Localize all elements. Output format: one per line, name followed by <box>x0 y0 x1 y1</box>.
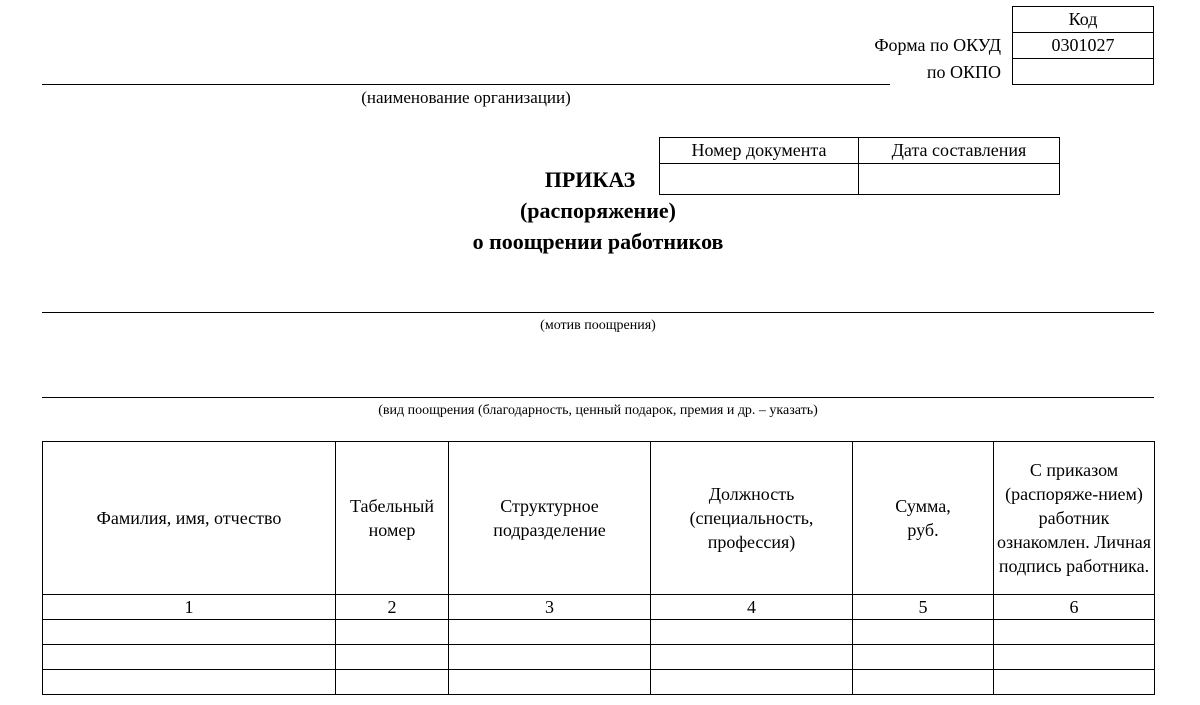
organization-name-line[interactable] <box>42 84 890 85</box>
header-full-name: Фамилия, имя, отчество <box>43 442 336 595</box>
header-signature: С приказом (распоряже-нием) работник ознакомлен. Личная подпись работника. <box>994 442 1155 595</box>
table-header-row <box>43 442 1155 595</box>
organization-caption: (наименование организации) <box>361 88 571 107</box>
table-row <box>43 620 1155 645</box>
table-cell[interactable] <box>449 645 651 670</box>
table-cell[interactable] <box>43 645 336 670</box>
table-row <box>43 670 1155 695</box>
okpo-value[interactable] <box>1013 59 1154 85</box>
okud-value[interactable]: 0301027 <box>1013 33 1154 59</box>
document-number-value[interactable] <box>660 164 859 195</box>
document-info-box <box>659 137 1060 195</box>
code-header: Код <box>1013 7 1154 33</box>
table-cell[interactable] <box>651 670 853 695</box>
motive-caption: (мотив поощрения) <box>540 318 656 333</box>
table-cell[interactable] <box>994 620 1155 645</box>
header-amount: Сумма, руб. <box>853 442 994 595</box>
column-number: 6 <box>994 595 1155 620</box>
table-cell[interactable] <box>853 645 994 670</box>
table-row <box>43 645 1155 670</box>
table-cell[interactable] <box>336 645 449 670</box>
column-number: 3 <box>449 595 651 620</box>
table-cell[interactable] <box>449 670 651 695</box>
document-date-label: Дата составления <box>859 138 1060 164</box>
table-cell[interactable] <box>651 645 853 670</box>
column-numbers-row <box>43 595 1155 620</box>
document-date-value[interactable] <box>859 164 1060 195</box>
title-subject: о поощрении работников <box>472 229 724 254</box>
okpo-label: по ОКПО <box>926 62 1001 82</box>
table-cell[interactable] <box>43 670 336 695</box>
header-position: Должность (специальность, профессия) <box>651 442 853 595</box>
table-cell[interactable] <box>853 620 994 645</box>
column-number: 5 <box>853 595 994 620</box>
table-cell[interactable] <box>43 620 336 645</box>
title-disposition: (распоряжение) <box>519 198 676 223</box>
table-cell[interactable] <box>449 620 651 645</box>
okud-label: Форма по ОКУД <box>874 35 1001 55</box>
table-cell[interactable] <box>336 620 449 645</box>
table-cell[interactable] <box>994 670 1155 695</box>
header-personnel-number: Табельный номер <box>336 442 449 595</box>
column-number: 1 <box>43 595 336 620</box>
employees-table <box>42 441 1155 695</box>
kind-caption: (вид поощрения (благодарность, ценный подарок, премия и др. – указать) <box>378 403 818 418</box>
table-cell[interactable] <box>853 670 994 695</box>
document-number-label: Номер документа <box>660 138 859 164</box>
motive-line[interactable] <box>42 312 1154 313</box>
table-cell[interactable] <box>336 670 449 695</box>
table-cell[interactable] <box>651 620 853 645</box>
kind-line[interactable] <box>42 397 1154 398</box>
code-box <box>1012 6 1154 85</box>
header-department: Структурное подразделение <box>449 442 651 595</box>
title-order: ПРИКАЗ <box>544 167 636 192</box>
table-cell[interactable] <box>994 645 1155 670</box>
column-number: 2 <box>336 595 449 620</box>
column-number: 4 <box>651 595 853 620</box>
